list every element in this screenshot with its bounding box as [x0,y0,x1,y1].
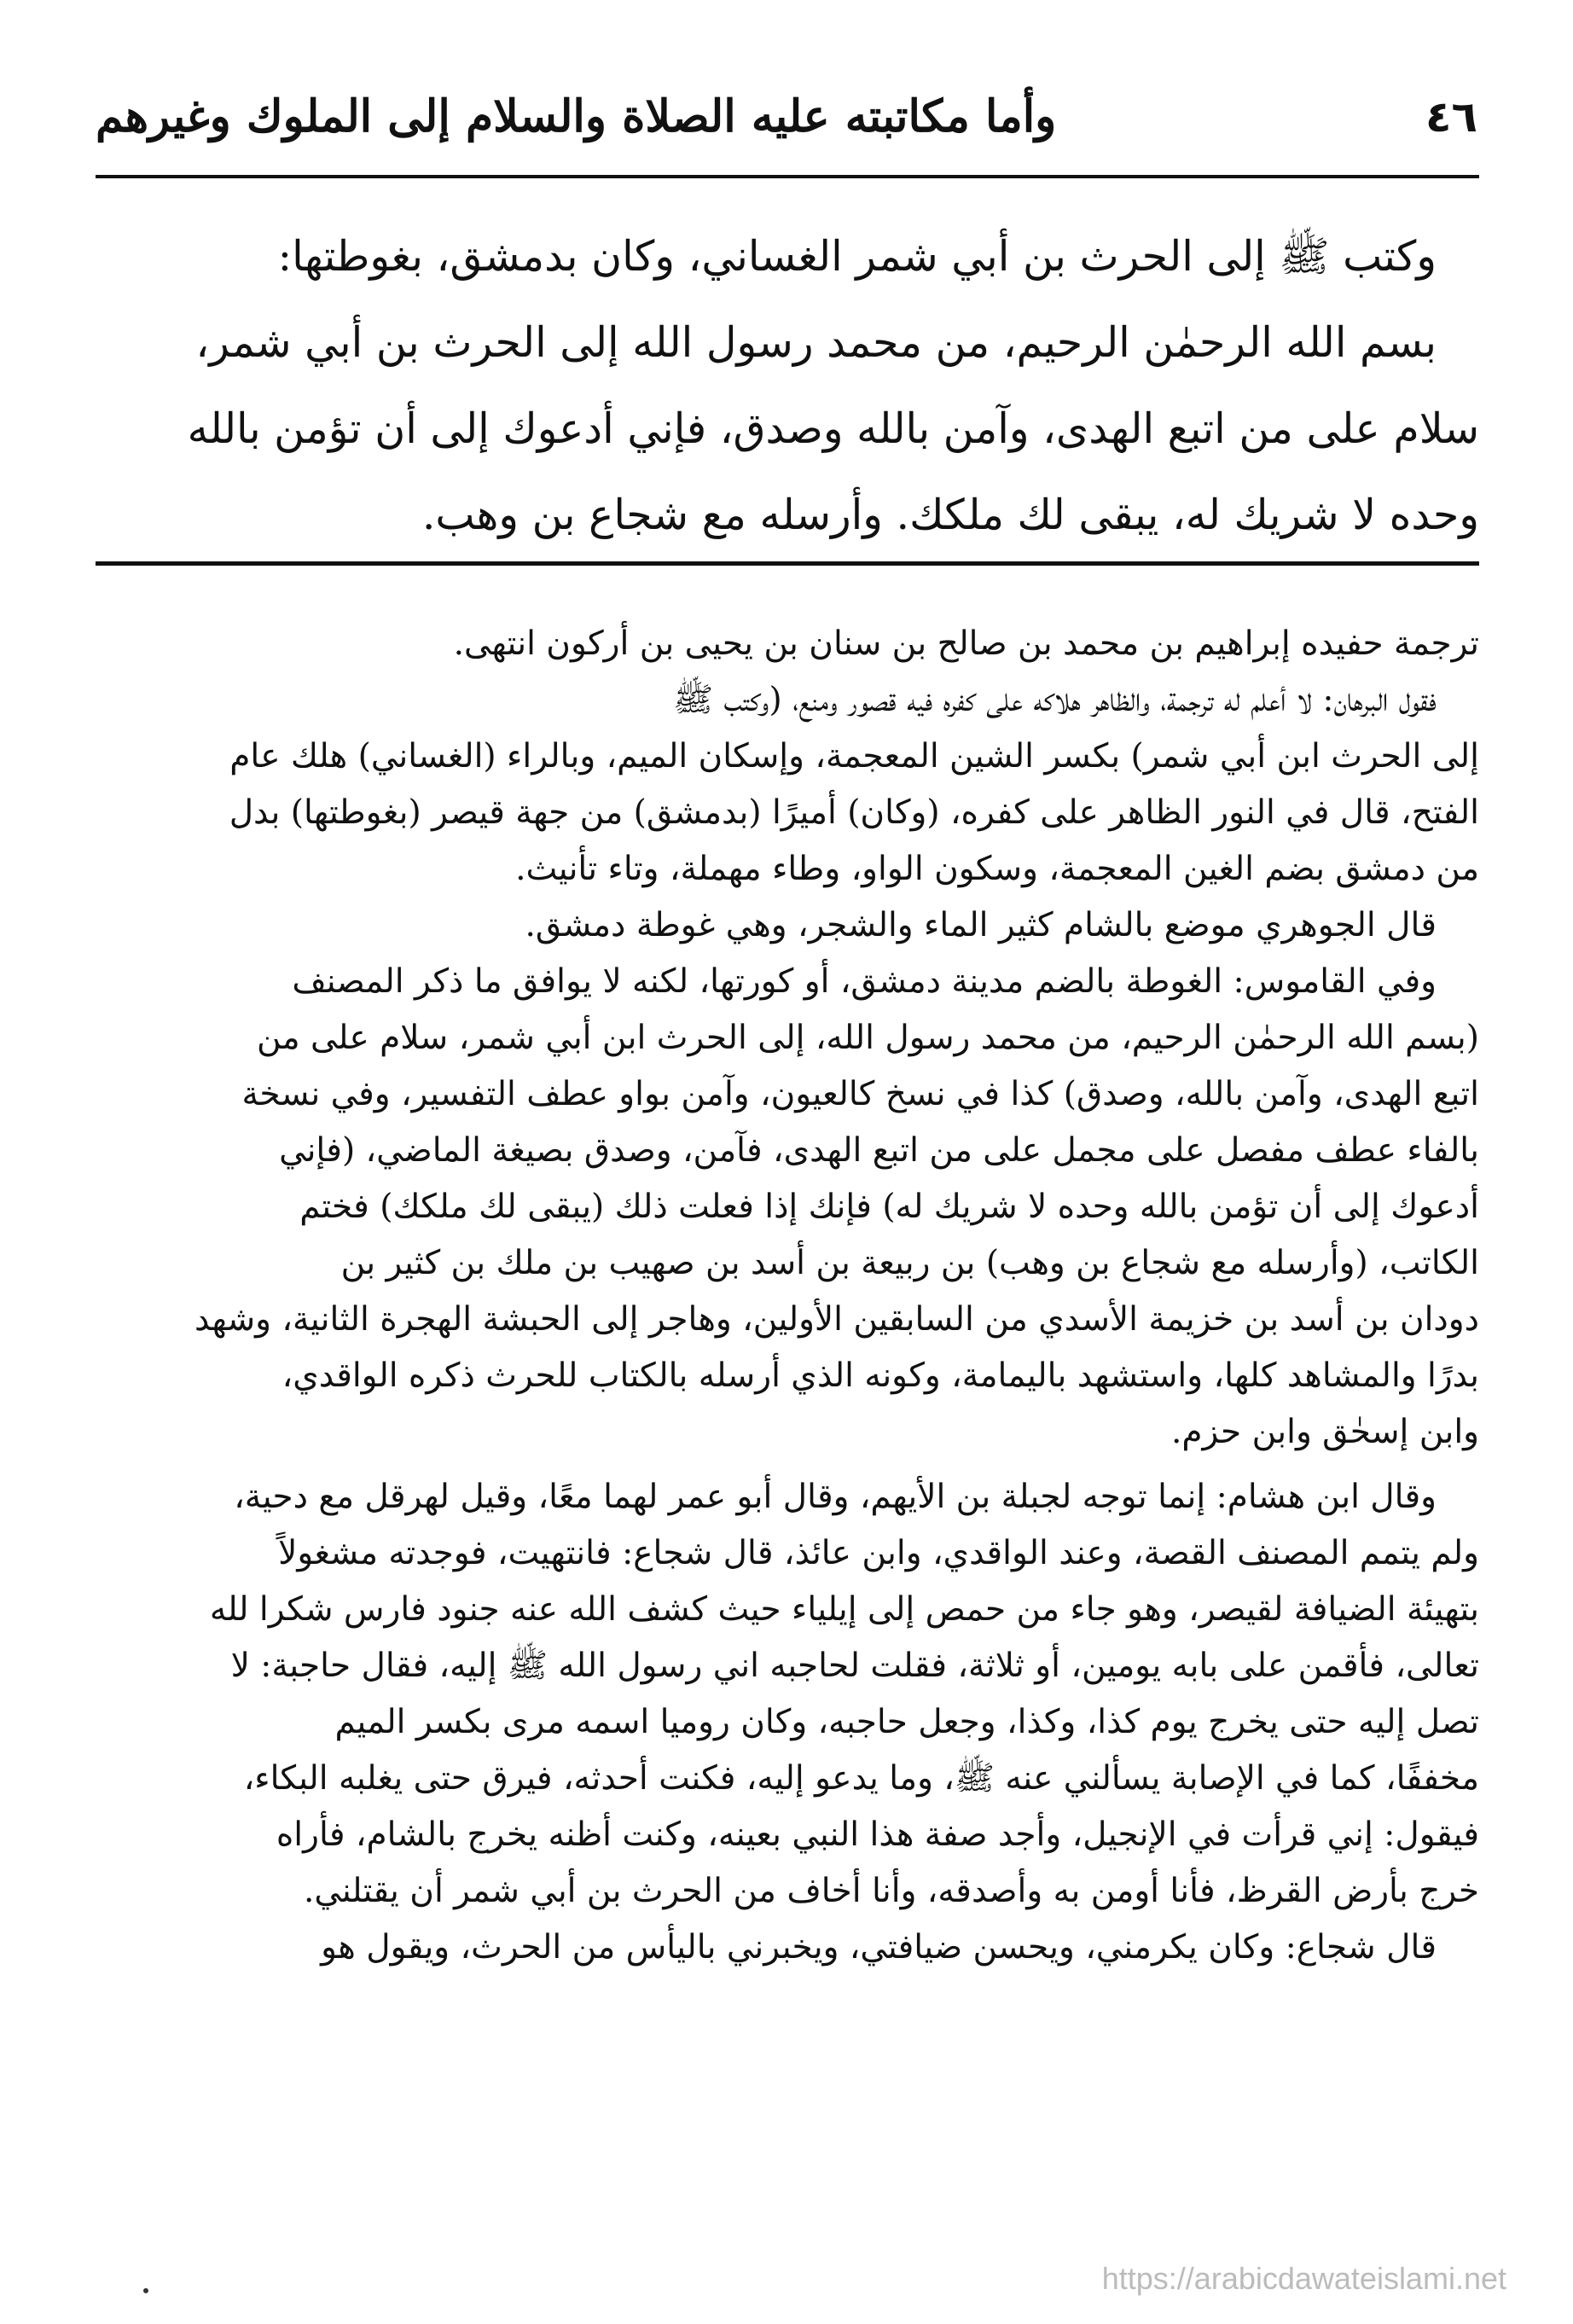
main-text [96,213,1479,558]
commentary-line: ولم يتمم المصنف القصة، وعند الواقدي، وابن عائذ، قال شجاع: فانتهيت، فوجدته مشغولاً [278,1534,1479,1572]
section-divider [96,561,1479,566]
main-text-line: وحده لا شريك له، يبقى لك ملكك. وأرسله مع شجاع بن وهب. [421,491,1479,539]
commentary-line: إلى الحرث ابن أبي شمر) بكسر الشين المعجمة، وإسكان الميم، وبالراء (الغساني) هلك عام [229,737,1479,776]
commentary-line: بتهيئة الضيافة لقيصر، وهو جاء من حمص إلى إيلياء حيث كشف الله عنه جنود فارس شكرا لله [209,1590,1479,1629]
commentary-line: تصل إليه حتى يخرج يوم كذا، وكذا، وجعل حاجبه، وكان روميا اسمه مرى بكسر الميم [334,1703,1479,1741]
page-header [96,78,1477,164]
commentary-line: قال الجوهري موضع بالشام كثير الماء والشجر، وهي غوطة دمشق. [525,906,1437,944]
commentary-line: قال شجاع: وكان يكرمني، ويحسن ضيافتي، ويخبرني باليأس من الحرث، ويقول هو [321,1928,1437,1967]
commentary-line: دودان بن أسد بن خزيمة الأسدي من السابقين الأولين، وهاجر إلى الحبشة الهجرة الثانية، وشهد [194,1300,1479,1339]
commentary-line: فيقول: إني قرأت في الإنجيل، وأجد صفة هذا النبي بعينه، وكنت أظنه يخرج بالشام، فأراه [276,1816,1479,1854]
main-text-line: وكتب ﷺ إلى الحرث بن أبي شمر الغساني، وكان بدمشق، بغوطتها: [277,232,1437,281]
paragraph-gap [96,1461,1479,1469]
commentary-line: الكاتب، (وأرسله مع شجاع بن وهب) بن ربيعة بن أسد بن صهيب بن ملك بن كثير بن [340,1244,1479,1282]
commentary-line: وفي القاموس: الغوطة بالضم مدينة دمشق، أو كورتها، لكنه لا يوافق ما ذكر المصنف [292,962,1437,1001]
main-text-line: بسم الله الرحمٰن الرحيم، من محمد رسول الله إلى الحرث بن أبي شمر، [195,318,1437,367]
commentary-line: فقول البرهان: لا أعلم له ترجمة، والظاهر هلاكه على كفره فيه قصور ومنع، (وكتب ﷺ [672,681,1437,719]
commentary-line: تعالى، فأقمن على بابه يومين، أو ثلاثة، فقلت لحاجبه اني رسول الله ﷺ إليه، فقال حاجبة: لا [230,1647,1479,1685]
commentary-line: بدرًا والمشاهد كلها، واستشهد باليمامة، وكونه الذي أرسله بالكتاب للحرث ذكره الواقدي، [282,1357,1479,1395]
main-text-line: سلام على من اتبع الهدى، وآمن بالله وصدق، فإني أدعوك إلى أن تؤمن بالله [187,404,1479,453]
watermark: https://arabicdawateislami.net [1101,2261,1506,2296]
commentary-line: خرج بأرض القرظ، فأنا أومن به وأصدقه، وأنا أخاف من الحرث بن أبي شمر أن يقتلني. [303,1872,1479,1910]
commentary-text [96,616,1479,1976]
running-title: وأما مكاتبته عليه الصلاة والسلام إلى الملوك وغيرهم [96,90,1057,142]
commentary-line: ترجمة حفيده إبراهيم بن محمد بن صالح بن سنان بن يحيى بن أركون انتهى. [453,625,1479,663]
commentary-line: وابن إسحٰق وابن حزم. [1171,1413,1479,1451]
commentary-line: اتبع الهدى، وآمن بالله، وصدق) كذا في نسخ كالعيون، وآمن بواو عطف التفسير، وفي نسخة [241,1075,1479,1113]
page-number: ٤٦ [1425,92,1477,142]
commentary-line: (بسم الله الرحمٰن الرحيم، من محمد رسول الله، إلى الحرث ابن أبي شمر، سلام على من [257,1019,1479,1057]
commentary-line: من دمشق بضم الغين المعجمة، وسكون الواو، وطاء مهملة، وتاء تأنيث. [515,850,1479,888]
commentary-line: مخففًا، كما في الإصابة يسألني عنه ﷺ، وما يدعو إليه، فكنت أحدثه، فيرق حتى يغلبه البكاء، [243,1759,1479,1798]
commentary-line: الفتح، قال في النور الظاهر على كفره، (وكان) أميرًا (بدمشق) من جهة قيصر (بغوطتها) بدل [229,793,1479,832]
commentary-line: بالفاء عطف مفصل على مجمل على من اتبع الهدى، فآمن، وصدق بصيغة الماضي، (فإني [279,1131,1479,1170]
header-rule [96,175,1479,178]
commentary-line: وقال ابن هشام: إنما توجه لجبلة بن الأيهم، وقال أبو عمر لهما معًا، وقيل لهرقل مع دحية، [234,1478,1437,1516]
stray-dot [143,2288,148,2293]
commentary-line: أدعوك إلى أن تؤمن بالله وحده لا شريك له) فإنك إذا فعلت ذلك (يبقى لك ملكك) فختم [299,1188,1479,1226]
